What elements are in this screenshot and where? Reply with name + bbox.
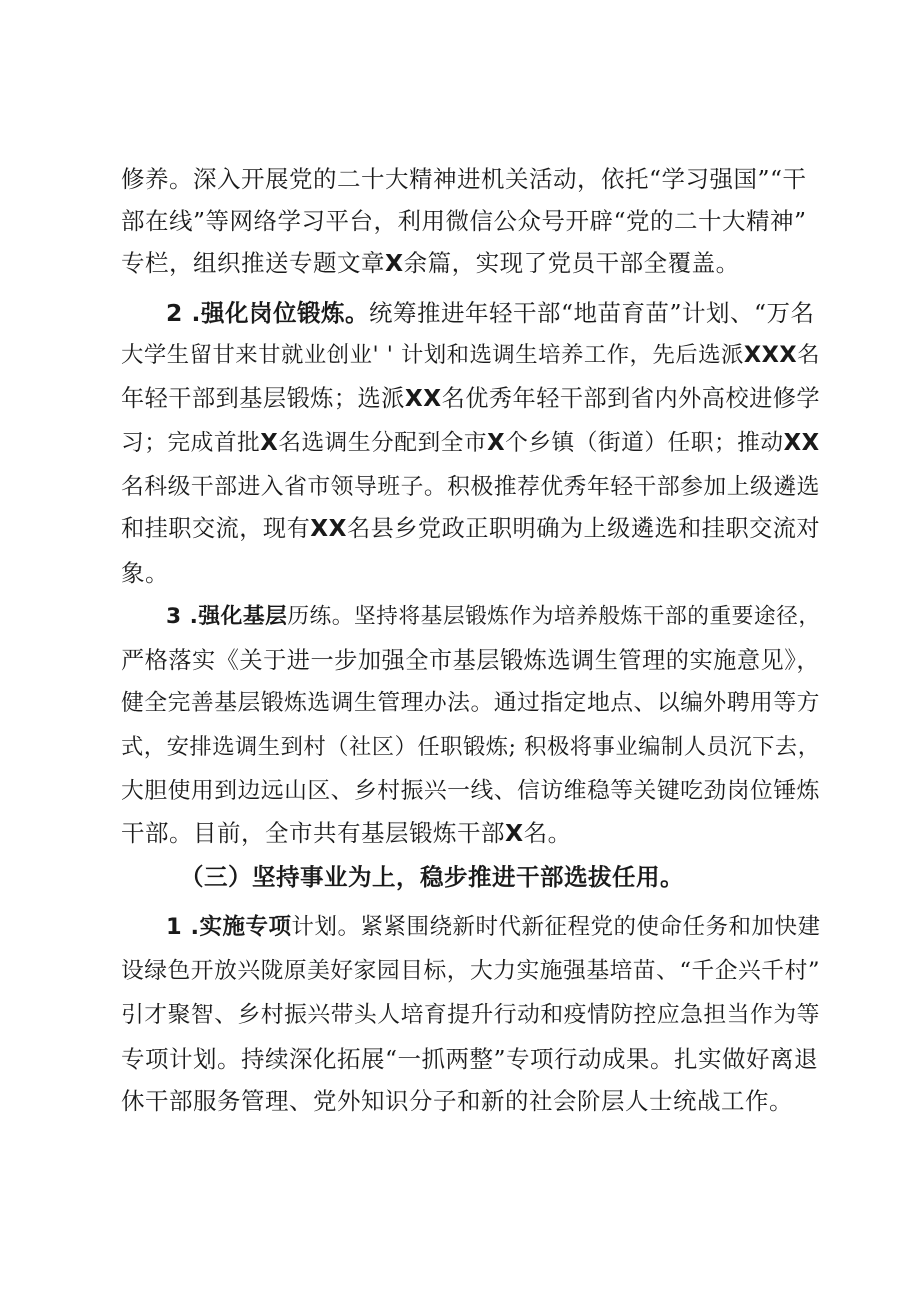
text-segment: 专栏，组织推送专题文章 (121, 249, 385, 277)
text-line (121, 428, 820, 458)
text-segment-bold: X (505, 819, 524, 847)
text-segment: 休干部服务管理、党外知识分子和新的社会阶层人士统战工作。 (121, 1087, 793, 1115)
text-segment: 专项计划。持续深化拓展“一抓两整”专项行动成果。扎实做好离退 (121, 1045, 819, 1073)
subsection-heading: 2 .强化岗位锻炼。 (166, 299, 369, 327)
text-segment: 和挂职交流，现有 (121, 516, 311, 542)
text-line (166, 602, 821, 632)
text-segment: 引才聚智、乡村振兴带头人培育提升行动和疫情防控应急担当作为等 (121, 1002, 820, 1028)
text-segment-bold: XX (404, 386, 442, 412)
text-line (166, 298, 815, 328)
text-line (121, 248, 740, 278)
subsection-heading: 3 .强化基层 (166, 604, 288, 629)
text-segment-bold: XX (310, 516, 347, 542)
section-heading-text: （三）坚持事业为上，稳步推进干部选拔任用。 (180, 863, 684, 891)
subsection-heading: 1 .实施专项 (166, 914, 292, 940)
text-segment-bold: XX (783, 430, 820, 456)
text-line (166, 912, 821, 942)
text-segment-bold: X (260, 430, 279, 456)
text-line (121, 1086, 793, 1116)
text-line (121, 558, 169, 588)
text-segment: 名。 (523, 819, 572, 847)
text-line (121, 732, 821, 762)
text-line (121, 384, 820, 414)
text-line (121, 1044, 818, 1074)
text-segment: 修养。深入开展党的二十大精神进机关活动，依托“学习强国”“干 (121, 165, 807, 193)
text-line (121, 164, 807, 194)
text-segment: 名选调生分配到全市 (278, 430, 488, 456)
text-line (121, 472, 820, 502)
text-segment: 设绿色开放兴陇原美好家园目标，大力实施强基培苗、“千企兴千村” (121, 958, 820, 984)
text-segment: 历练。坚持将基层锻炼作为培养般炼干部的重要途径， (287, 604, 821, 629)
text-line (121, 1000, 820, 1030)
text-segment-bold: X (487, 430, 506, 456)
text-segment-bold: XXX (743, 342, 798, 368)
text-segment: 余篇，实现了党员干部全覆盖。 (403, 249, 740, 277)
text-segment: 统筹推进年轻干部“地苗育苗”计划、“万名 (368, 299, 815, 327)
text-line (121, 514, 820, 544)
text-segment: 年轻干部到基层锻炼；选派 (121, 386, 405, 412)
text-segment: 式，安排选调生到村（社区）任职锻炼; 积极将事业编制人员沉下去， (121, 734, 821, 760)
text-line (121, 646, 820, 676)
text-line (121, 206, 807, 236)
text-segment: 名优秀年轻干部到省内外高校进修学 (441, 386, 821, 412)
section-heading (180, 862, 684, 892)
text-segment: 象。 (121, 559, 169, 587)
text-segment: 大学生留甘来甘就业创业' ' 计划和选调生培养工作，先后选派 (121, 342, 744, 368)
text-segment: 大胆使用到边远山区、乡村振兴一线、信访维稳等关键吃劲岗位锤炼 (121, 778, 820, 804)
text-line (121, 956, 820, 986)
text-segment: 个乡镇（街道）任职；推动 (505, 430, 784, 456)
text-line (121, 776, 820, 806)
text-segment: 干部。目前，全市共有基层锻炼干部 (121, 819, 505, 847)
text-line (121, 688, 820, 718)
text-line (121, 340, 820, 370)
text-segment: 习；完成首批 (121, 430, 261, 456)
text-line (121, 818, 572, 848)
text-segment: 部在线”等网络学习平台，利用微信公众号开辟“党的二十大精神” (121, 207, 807, 235)
text-segment: 严格落实《关于进一步加强全市基层锻炼选调生管理的实施意见》， (121, 647, 821, 674)
text-segment: 名科级干部进入省市领导班子。积极推荐优秀年轻干部参加上级遴选 (121, 474, 820, 500)
text-segment: 计划。紧紧围绕新时代新征程党的使命任务和加快建 (291, 914, 821, 940)
text-segment-bold: X (385, 249, 404, 277)
text-segment: 名 (797, 342, 820, 368)
text-segment: 名县乡党政正职明确为上级遴选和挂职交流对 (346, 516, 821, 542)
text-segment: 健全完善基层锻炼选调生管理办法。通过指定地点、以编外聘用等方 (121, 690, 820, 716)
